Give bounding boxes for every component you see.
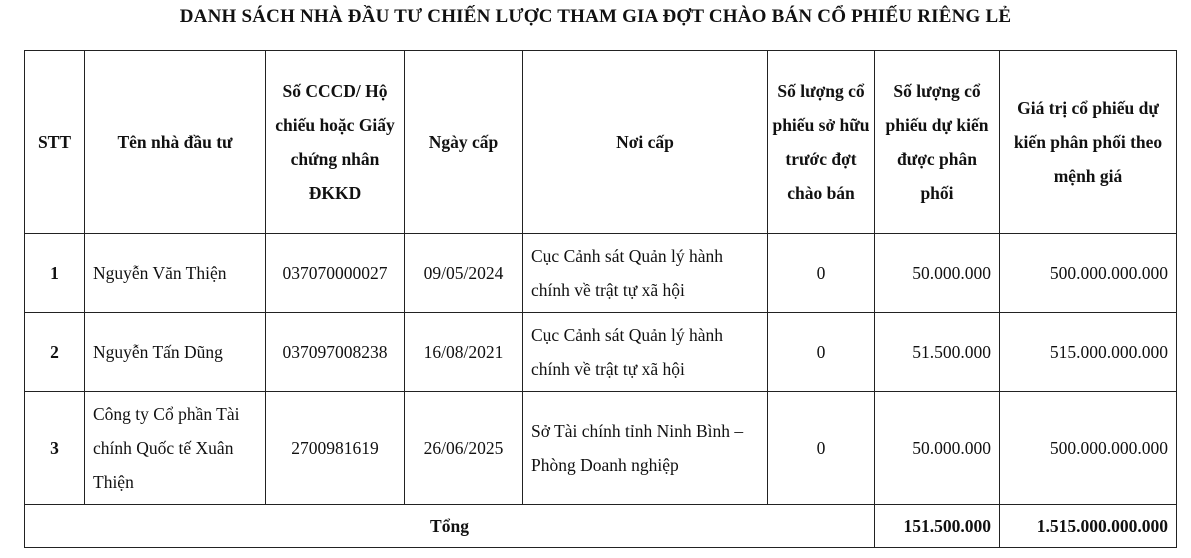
cell-par-value-expected: 515.000.000.000 (1000, 313, 1177, 392)
table-row (25, 392, 1177, 505)
document-title: DANH SÁCH NHÀ ĐẦU TƯ CHIẾN LƯỢC THAM GIA ĐỢT CHÀO BÁN CỔ PHIẾU RIÊNG LẺ (179, 6, 1012, 27)
cell-id-number: 037097008238 (266, 313, 405, 392)
cell-investor-name: Nguyễn Tấn Dũng (85, 313, 266, 392)
cell-id-number: 037070000027 (266, 234, 405, 313)
cell-issue-place: Cục Cảnh sát Quản lý hành chính về trật tự xã hội (523, 234, 768, 313)
cell-investor-name: Nguyễn Văn Thiện (85, 234, 266, 313)
cell-id-number: 2700981619 (266, 392, 405, 505)
cell-shares-expected: 50.000.000 (875, 392, 1000, 505)
header-shares-expected: Số lượng cổ phiếu dự kiến được phân phối (875, 51, 1000, 234)
cell-issue-date: 09/05/2024 (405, 234, 523, 313)
total-shares-expected: 151.500.000 (875, 505, 1000, 548)
cell-issue-date: 16/08/2021 (405, 313, 523, 392)
cell-shares-owned-before: 0 (768, 392, 875, 505)
cell-par-value-expected: 500.000.000.000 (1000, 392, 1177, 505)
header-stt: STT (25, 51, 85, 234)
cell-shares-expected: 50.000.000 (875, 234, 1000, 313)
table-row (25, 313, 1177, 392)
investor-table (24, 50, 1177, 548)
cell-stt: 3 (25, 392, 85, 505)
total-label: Tổng (25, 505, 875, 548)
header-issue-place: Nơi cấp (523, 51, 768, 234)
cell-shares-owned-before: 0 (768, 313, 875, 392)
header-par-value-expected: Giá trị cổ phiếu dự kiến phân phối theo mệnh giá (1000, 51, 1177, 234)
table-header-row (25, 51, 1177, 234)
cell-stt: 1 (25, 234, 85, 313)
total-par-value-expected: 1.515.000.000.000 (1000, 505, 1177, 548)
header-issue-date: Ngày cấp (405, 51, 523, 234)
table-row (25, 234, 1177, 313)
cell-issue-place: Cục Cảnh sát Quản lý hành chính về trật tự xã hội (523, 313, 768, 392)
cell-issue-date: 26/06/2025 (405, 392, 523, 505)
cell-stt: 2 (25, 313, 85, 392)
cell-par-value-expected: 500.000.000.000 (1000, 234, 1177, 313)
cell-issue-place: Sở Tài chính tỉnh Ninh Bình – Phòng Doanh nghiệp (523, 392, 768, 505)
header-id-number: Số CCCD/ Hộ chiếu hoặc Giấy chứng nhân ĐKKD (266, 51, 405, 234)
total-row (25, 505, 1177, 548)
header-investor-name: Tên nhà đầu tư (85, 51, 266, 234)
cell-shares-expected: 51.500.000 (875, 313, 1000, 392)
cell-shares-owned-before: 0 (768, 234, 875, 313)
cell-investor-name: Công ty Cổ phần Tài chính Quốc tế Xuân Thiện (85, 392, 266, 505)
header-shares-owned-before: Số lượng cổ phiếu sở hữu trước đợt chào bán (768, 51, 875, 234)
